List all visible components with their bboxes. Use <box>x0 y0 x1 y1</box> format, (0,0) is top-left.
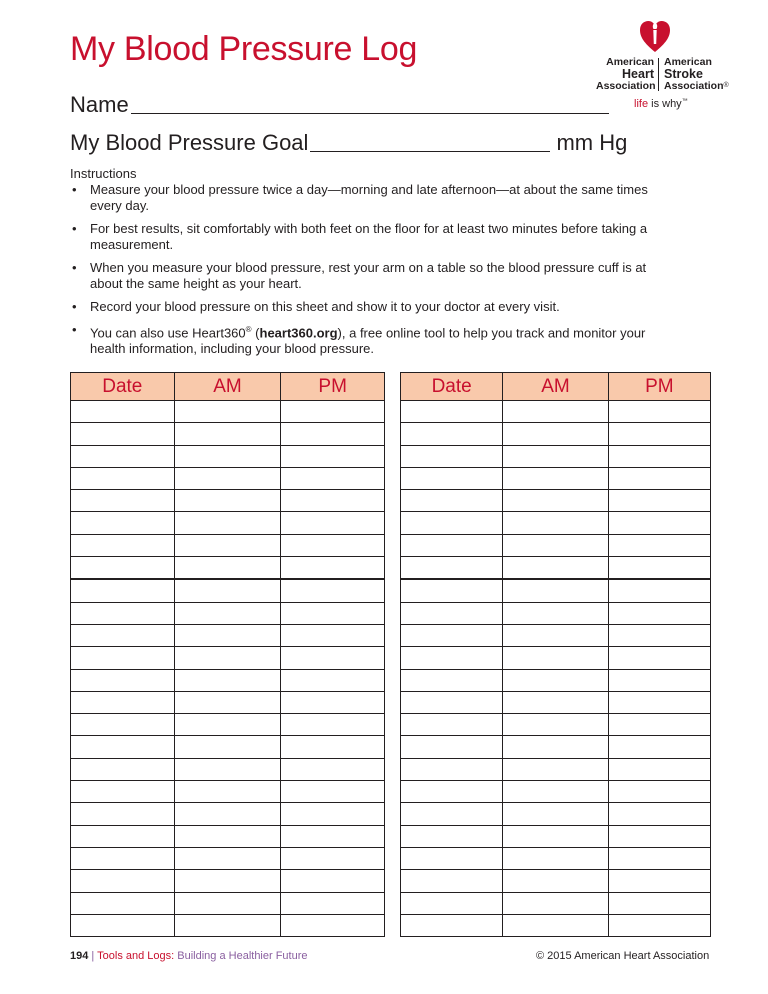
table-row <box>71 579 385 602</box>
am-cell[interactable] <box>503 736 608 758</box>
pm-cell[interactable] <box>281 647 385 669</box>
am-cell[interactable] <box>174 534 281 556</box>
date-cell[interactable] <box>71 758 175 780</box>
footer-copyright: © 2015 American Heart Association <box>536 950 710 962</box>
pm-cell[interactable] <box>281 691 385 713</box>
table-row <box>401 781 711 803</box>
instructions-list <box>70 182 670 357</box>
table-row <box>401 847 711 869</box>
pm-cell[interactable] <box>281 467 385 489</box>
date-cell[interactable] <box>71 691 175 713</box>
am-cell[interactable] <box>174 892 281 914</box>
table-row <box>401 825 711 847</box>
date-cell[interactable] <box>401 445 503 467</box>
table-row <box>401 401 711 423</box>
instruction-item: • Measure your blood pressure twice a day—morning and late afternoon—at about the same times every day. <box>70 182 670 214</box>
am-cell[interactable] <box>503 825 608 847</box>
page-number: 194 <box>70 950 89 962</box>
instructions-section <box>70 166 670 364</box>
am-cell[interactable] <box>174 758 281 780</box>
am-cell[interactable] <box>503 467 608 489</box>
pm-cell[interactable] <box>281 512 385 534</box>
date-cell[interactable] <box>71 490 175 512</box>
table-row <box>401 423 711 445</box>
name-label: Name <box>70 92 129 117</box>
column-header-pm: PM <box>281 373 385 401</box>
date-cell[interactable] <box>71 602 175 624</box>
table-row <box>401 758 711 780</box>
pm-cell[interactable] <box>281 669 385 691</box>
name-write-line[interactable] <box>131 93 609 114</box>
page-title: My Blood Pressure Log <box>70 30 418 68</box>
date-cell[interactable] <box>71 847 175 869</box>
am-cell[interactable] <box>503 557 608 580</box>
date-cell[interactable] <box>401 467 503 489</box>
table-row <box>71 803 385 825</box>
pm-cell[interactable] <box>608 557 710 580</box>
am-cell[interactable] <box>174 512 281 534</box>
table-row <box>71 736 385 758</box>
date-cell[interactable] <box>401 714 503 736</box>
table-row <box>71 781 385 803</box>
goal-label: My Blood Pressure Goal <box>70 130 309 155</box>
pm-cell[interactable] <box>608 467 710 489</box>
am-cell[interactable] <box>503 781 608 803</box>
pm-cell[interactable] <box>608 579 710 602</box>
table-row <box>71 758 385 780</box>
am-cell[interactable] <box>503 579 608 602</box>
am-cell[interactable] <box>174 781 281 803</box>
table-row <box>401 803 711 825</box>
date-cell[interactable] <box>71 445 175 467</box>
pm-cell[interactable] <box>608 758 710 780</box>
date-cell[interactable] <box>401 691 503 713</box>
am-cell[interactable] <box>503 714 608 736</box>
table-row <box>71 870 385 892</box>
date-cell[interactable] <box>401 870 503 892</box>
table-row <box>71 691 385 713</box>
pm-cell[interactable] <box>608 445 710 467</box>
aha-asa-logo <box>596 18 736 118</box>
aha-wordmark: American Heart Association <box>596 56 656 92</box>
date-cell[interactable] <box>71 579 175 602</box>
am-cell[interactable] <box>503 669 608 691</box>
date-cell[interactable] <box>71 512 175 534</box>
am-cell[interactable] <box>174 602 281 624</box>
date-cell[interactable] <box>71 624 175 646</box>
pm-cell[interactable] <box>281 736 385 758</box>
pm-cell[interactable] <box>608 914 710 936</box>
date-cell[interactable] <box>71 736 175 758</box>
footer-separator: | <box>91 950 95 962</box>
table-row <box>401 534 711 556</box>
column-header-pm: PM <box>608 373 710 401</box>
asa-wordmark: American Stroke Association® <box>664 56 729 92</box>
table-row <box>401 602 711 624</box>
am-cell[interactable] <box>174 914 281 936</box>
pm-cell[interactable] <box>608 781 710 803</box>
am-cell[interactable] <box>503 602 608 624</box>
pm-cell[interactable] <box>608 423 710 445</box>
pm-cell[interactable] <box>281 847 385 869</box>
am-cell[interactable] <box>503 445 608 467</box>
date-cell[interactable] <box>71 870 175 892</box>
am-cell[interactable] <box>503 691 608 713</box>
table-row <box>71 534 385 556</box>
column-header-am: AM <box>174 373 281 401</box>
date-cell[interactable] <box>71 714 175 736</box>
pm-cell[interactable] <box>608 490 710 512</box>
date-cell[interactable] <box>401 781 503 803</box>
pm-cell[interactable] <box>281 445 385 467</box>
pm-cell[interactable] <box>608 647 710 669</box>
pm-cell[interactable] <box>281 401 385 423</box>
table-row <box>71 825 385 847</box>
goal-unit: mm Hg <box>556 130 628 155</box>
table-row <box>71 467 385 489</box>
am-cell[interactable] <box>503 534 608 556</box>
date-cell[interactable] <box>401 669 503 691</box>
heart360-link[interactable]: heart360.org <box>259 325 338 341</box>
pm-cell[interactable] <box>281 534 385 556</box>
pm-cell[interactable] <box>281 803 385 825</box>
am-cell[interactable] <box>174 714 281 736</box>
table-row <box>401 624 711 646</box>
table-row <box>71 847 385 869</box>
table-header-row <box>401 373 711 401</box>
am-cell[interactable] <box>174 847 281 869</box>
am-cell[interactable] <box>503 870 608 892</box>
table-row <box>401 490 711 512</box>
table-row <box>401 914 711 936</box>
table-row <box>71 401 385 423</box>
table-row <box>71 714 385 736</box>
instructions-heading: Instructions <box>70 166 137 181</box>
am-cell[interactable] <box>503 624 608 646</box>
table-row <box>71 669 385 691</box>
column-header-am: AM <box>503 373 608 401</box>
pm-cell[interactable] <box>608 892 710 914</box>
pm-cell[interactable] <box>281 870 385 892</box>
am-cell[interactable] <box>503 647 608 669</box>
pm-cell[interactable] <box>281 490 385 512</box>
pm-cell[interactable] <box>608 825 710 847</box>
date-cell[interactable] <box>401 758 503 780</box>
goal-field-row <box>70 130 627 156</box>
table-row <box>401 512 711 534</box>
date-cell[interactable] <box>401 401 503 423</box>
date-cell[interactable] <box>401 803 503 825</box>
date-cell[interactable] <box>71 647 175 669</box>
date-cell[interactable] <box>401 736 503 758</box>
am-cell[interactable] <box>174 647 281 669</box>
date-cell[interactable] <box>401 490 503 512</box>
date-cell[interactable] <box>401 647 503 669</box>
am-cell[interactable] <box>503 758 608 780</box>
table-row <box>401 870 711 892</box>
instruction-item: • For best results, sit comfortably with both feet on the floor for at least two minutes before taking a measurement. <box>70 221 670 253</box>
pm-cell[interactable] <box>281 914 385 936</box>
table-row <box>401 557 711 580</box>
am-cell[interactable] <box>174 445 281 467</box>
date-cell[interactable] <box>71 557 175 580</box>
am-cell[interactable] <box>174 467 281 489</box>
am-cell[interactable] <box>503 401 608 423</box>
date-cell[interactable] <box>401 602 503 624</box>
table-row <box>401 669 711 691</box>
am-cell[interactable] <box>174 825 281 847</box>
date-cell[interactable] <box>71 803 175 825</box>
pm-cell[interactable] <box>608 534 710 556</box>
date-cell[interactable] <box>401 579 503 602</box>
table-row <box>71 423 385 445</box>
am-cell[interactable] <box>174 490 281 512</box>
pm-cell[interactable] <box>281 892 385 914</box>
footer-left <box>70 950 308 962</box>
pm-cell[interactable] <box>608 736 710 758</box>
date-cell[interactable] <box>401 423 503 445</box>
am-cell[interactable] <box>174 579 281 602</box>
pm-cell[interactable] <box>281 579 385 602</box>
instruction-item: • You can also use Heart360® (heart360.org), a free online tool to help you track and monitor your health information, including your blood pressure. <box>70 322 670 357</box>
pm-cell[interactable] <box>281 825 385 847</box>
name-field-row <box>70 92 611 118</box>
instruction-item: • When you measure your blood pressure, rest your arm on a table so the blood pressure cuff is at about the same height as your heart. <box>70 260 670 292</box>
date-cell[interactable] <box>71 781 175 803</box>
column-header-date: Date <box>71 373 175 401</box>
am-cell[interactable] <box>503 490 608 512</box>
date-cell[interactable] <box>71 534 175 556</box>
date-cell[interactable] <box>71 914 175 936</box>
heart-torch-icon <box>640 18 670 54</box>
table-row <box>71 512 385 534</box>
instruction-item: • Record your blood pressure on this sheet and show it to your doctor at every visit. <box>70 299 670 315</box>
pm-cell[interactable] <box>608 669 710 691</box>
pm-cell[interactable] <box>608 401 710 423</box>
date-cell[interactable] <box>71 467 175 489</box>
am-cell[interactable] <box>174 736 281 758</box>
footer-section: Tools and Logs: <box>97 950 175 962</box>
pm-cell[interactable] <box>608 847 710 869</box>
table-row <box>401 579 711 602</box>
date-cell[interactable] <box>401 557 503 580</box>
table-row <box>71 624 385 646</box>
pm-cell[interactable] <box>281 781 385 803</box>
footer-subtitle: Building a Healthier Future <box>177 950 308 962</box>
table-row <box>401 445 711 467</box>
am-cell[interactable] <box>503 512 608 534</box>
am-cell[interactable] <box>503 847 608 869</box>
logo-divider <box>658 58 659 91</box>
pm-cell[interactable] <box>608 870 710 892</box>
pm-cell[interactable] <box>281 714 385 736</box>
pm-cell[interactable] <box>281 423 385 445</box>
am-cell[interactable] <box>174 557 281 580</box>
am-cell[interactable] <box>174 423 281 445</box>
table-row <box>71 445 385 467</box>
pm-cell[interactable] <box>608 691 710 713</box>
date-cell[interactable] <box>71 669 175 691</box>
logo-tagline: life is why™ <box>634 98 688 110</box>
pm-cell[interactable] <box>608 803 710 825</box>
date-cell[interactable] <box>71 423 175 445</box>
am-cell[interactable] <box>174 870 281 892</box>
am-cell[interactable] <box>174 669 281 691</box>
am-cell[interactable] <box>503 892 608 914</box>
table-row <box>401 467 711 489</box>
table-row <box>401 691 711 713</box>
table-row <box>401 647 711 669</box>
table-row <box>71 647 385 669</box>
am-cell[interactable] <box>174 691 281 713</box>
table-header-row <box>71 373 385 401</box>
date-cell[interactable] <box>401 512 503 534</box>
column-header-date: Date <box>401 373 503 401</box>
date-cell[interactable] <box>401 847 503 869</box>
am-cell[interactable] <box>174 803 281 825</box>
date-cell[interactable] <box>401 624 503 646</box>
table-row <box>401 736 711 758</box>
table-row <box>71 914 385 936</box>
table-row <box>71 490 385 512</box>
am-cell[interactable] <box>503 423 608 445</box>
date-cell[interactable] <box>71 401 175 423</box>
date-cell[interactable] <box>71 892 175 914</box>
table-row <box>71 557 385 580</box>
table-row <box>71 892 385 914</box>
date-cell[interactable] <box>401 914 503 936</box>
pm-cell[interactable] <box>608 624 710 646</box>
bp-log-table-left <box>70 372 385 937</box>
pm-cell[interactable] <box>281 557 385 580</box>
pm-cell[interactable] <box>608 714 710 736</box>
pm-cell[interactable] <box>281 624 385 646</box>
goal-write-line[interactable] <box>310 131 550 152</box>
am-cell[interactable] <box>503 914 608 936</box>
table-row <box>401 714 711 736</box>
am-cell[interactable] <box>174 401 281 423</box>
am-cell[interactable] <box>503 803 608 825</box>
pm-cell[interactable] <box>281 602 385 624</box>
date-cell[interactable] <box>401 825 503 847</box>
pm-cell[interactable] <box>608 512 710 534</box>
pm-cell[interactable] <box>608 602 710 624</box>
date-cell[interactable] <box>71 825 175 847</box>
table-row <box>71 602 385 624</box>
date-cell[interactable] <box>401 534 503 556</box>
pm-cell[interactable] <box>281 758 385 780</box>
table-row <box>401 892 711 914</box>
date-cell[interactable] <box>401 892 503 914</box>
bp-log-table-right <box>400 372 711 937</box>
am-cell[interactable] <box>174 624 281 646</box>
